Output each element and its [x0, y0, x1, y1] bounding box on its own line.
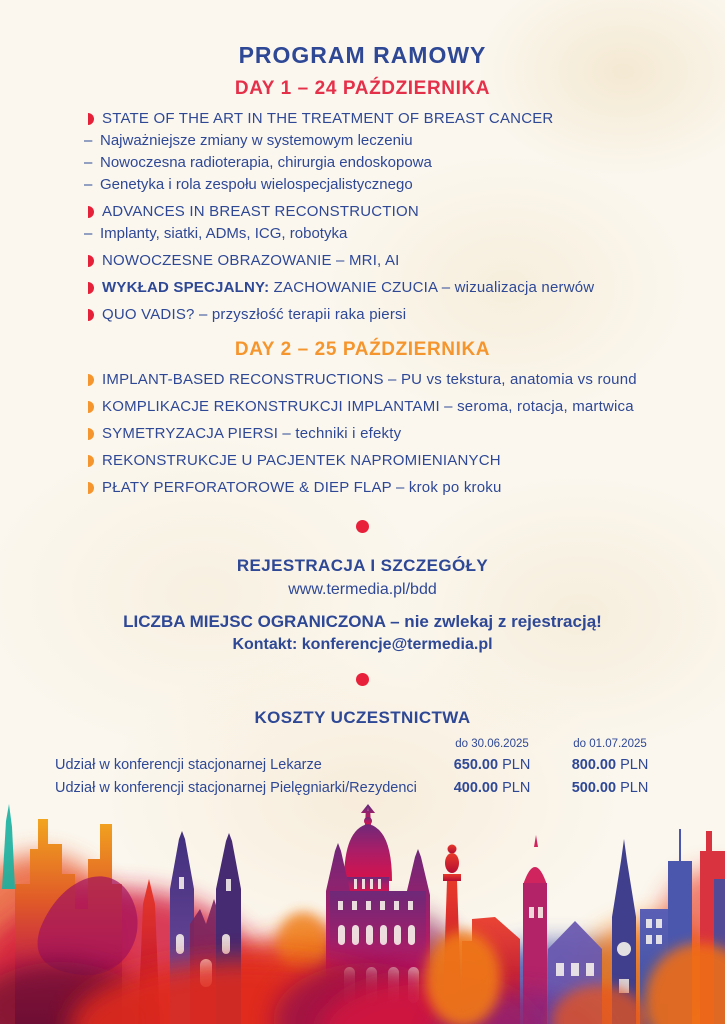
page-title: PROGRAM RAMOWY — [238, 42, 487, 68]
topic-text — [102, 279, 594, 297]
topic-text: STATE OF THE ART IN THE TREATMENT OF BREAST CANCER — [102, 110, 554, 127]
subitem-text: Nowoczesna radioterapia, chirurgia endoskopowa — [100, 154, 432, 171]
day1-program-list — [0, 110, 725, 324]
program-subitem — [86, 225, 685, 243]
currency-label: PLN — [502, 780, 531, 796]
program-topic — [86, 371, 685, 389]
dot-divider — [356, 673, 369, 686]
topic-bullet-icon — [88, 282, 94, 294]
subitem-text: Najważniejsze zmiany w systemowym leczeniu — [100, 132, 413, 149]
price-row-label: Udział w konferencji stacjonarnej Lekarze — [55, 757, 322, 773]
price-amount: 800.00 — [571, 757, 617, 773]
currency-label: PLN — [620, 780, 649, 796]
price-column-header-late: do 01.07.2025 — [573, 738, 647, 750]
program-topic — [86, 203, 685, 221]
topic-text: IMPLANT-BASED RECONSTRUCTIONS – PU vs tekstura, anatomia vs round — [102, 371, 637, 388]
price-row-label: Udział w konferencji stacjonarnej Pielęgniarki/Rezydenci — [55, 780, 417, 796]
registration-section — [0, 556, 725, 654]
day2-program-list — [0, 371, 725, 497]
contact-email-link[interactable]: Kontakt: konferencje@termedia.pl — [232, 636, 493, 653]
topic-bullet-icon — [88, 455, 94, 467]
program-topic — [86, 425, 685, 443]
topic-bullet-icon — [88, 482, 94, 494]
dash-icon: – — [84, 225, 93, 242]
program-topic — [86, 252, 685, 270]
price-amount: 500.00 — [571, 780, 617, 796]
topic-bullet-icon — [88, 309, 94, 321]
currency-label: PLN — [620, 757, 649, 773]
program-topic — [86, 452, 685, 470]
price-amount: 400.00 — [453, 780, 499, 796]
topic-text: QUO VADIS? – przyszłość terapii raka piersi — [102, 306, 407, 323]
program-topic-special-lecture — [86, 279, 685, 297]
topic-bullet-icon — [88, 113, 94, 125]
dash-icon: – — [84, 132, 93, 149]
topic-text: PŁATY PERFORATOROWE & DIEP FLAP – krok po kroku — [102, 479, 502, 496]
costs-heading: KOSZTY UCZESTNICTWA — [254, 708, 471, 727]
capacity-notice: LICZBA MIEJSC OGRANICZONA – nie zwlekaj z rejestracją! — [123, 612, 602, 631]
topic-bullet-icon — [88, 206, 94, 218]
program-topic — [86, 479, 685, 497]
subitem-text: Implanty, siatki, ADMs, ICG, robotyka — [100, 225, 348, 242]
program-subitem — [86, 154, 685, 172]
city-skyline-watercolor — [0, 789, 725, 1024]
topic-text: REKONSTRUKCJE U PACJENTEK NAPROMIENIANYCH — [102, 452, 501, 469]
topic-bullet-icon — [88, 255, 94, 267]
currency-label: PLN — [502, 757, 531, 773]
special-lecture-label: WYKŁAD SPECJALNY: — [102, 279, 270, 296]
registration-url-link[interactable]: www.termedia.pl/bdd — [288, 581, 437, 598]
program-topic — [86, 398, 685, 416]
price-table — [55, 738, 669, 796]
program-subitem — [86, 176, 685, 194]
price-amount: 650.00 — [453, 757, 499, 773]
price-cell — [551, 780, 669, 796]
dash-icon: – — [84, 154, 93, 171]
topic-text: ADVANCES IN BREAST RECONSTRUCTION — [102, 203, 419, 220]
price-row — [55, 757, 669, 773]
dot-divider — [356, 520, 369, 533]
registration-heading: REJESTRACJA I SZCZEGÓŁY — [236, 556, 489, 575]
topic-bullet-icon — [88, 401, 94, 413]
topic-bullet-icon — [88, 374, 94, 386]
topic-text: KOMPLIKACJE REKONSTRUKCJI IMPLANTAMI – seroma, rotacja, martwica — [102, 398, 634, 415]
special-lecture-text: ZACHOWANIE CZUCIA – wizualizacja nerwów — [269, 279, 595, 296]
day2-heading: DAY 2 – 25 PAŹDZIERNIKA — [234, 339, 491, 360]
program-topic — [86, 306, 685, 324]
day1-heading: DAY 1 – 24 PAŹDZIERNIKA — [234, 78, 491, 99]
topic-bullet-icon — [88, 428, 94, 440]
price-cell — [551, 757, 669, 773]
program-topic — [86, 110, 685, 128]
price-cell — [433, 780, 551, 796]
price-cell — [433, 757, 551, 773]
topic-text: SYMETRYZACJA PIERSI – techniki i efekty — [102, 425, 402, 442]
subitem-text: Genetyka i rola zespołu wielospecjalistycznego — [100, 176, 413, 193]
dash-icon: – — [84, 176, 93, 193]
program-subitem — [86, 132, 685, 150]
price-table-header-row — [55, 738, 669, 750]
price-row — [55, 780, 669, 796]
price-column-header-early: do 30.06.2025 — [455, 738, 529, 750]
topic-text: NOWOCZESNE OBRAZOWANIE – MRI, AI — [102, 252, 400, 269]
